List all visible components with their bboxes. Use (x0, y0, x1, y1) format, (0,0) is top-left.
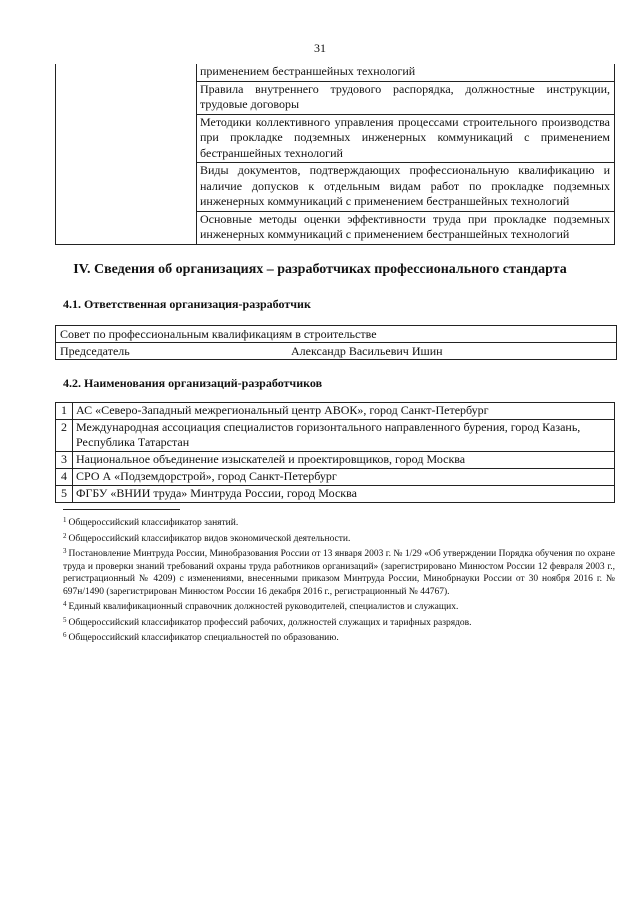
footnote-mark: 1 (63, 516, 67, 524)
table-row (56, 486, 615, 503)
footnote-mark: 6 (63, 631, 67, 639)
table-row (56, 452, 615, 469)
footnote (63, 530, 615, 546)
row-number: 5 (56, 486, 73, 503)
developers-table (55, 402, 615, 503)
developers-heading: 4.2. Наименования организаций-разработчиков (63, 376, 323, 390)
table-cell: Основные методы оценки эффективности труда при прокладке подземных инженерных коммуникаций с применением бестраншейных технологий (197, 211, 615, 244)
table-row (56, 403, 615, 420)
developer-name: СРО А «Подземдорстрой», город Санкт-Петербург (73, 469, 615, 486)
footnote-mark: 3 (63, 547, 67, 555)
developer-name: Международная ассоциация специалистов горизонтального направленного бурения, город Казань, Республика Татарстан (73, 420, 615, 452)
chair-row (56, 342, 616, 359)
developer-name: АС «Северо-Западный межрегиональный центр АВОК», город Санкт-Петербург (73, 403, 615, 420)
footnote (63, 629, 615, 645)
responsible-org-heading: 4.1. Ответственная организация-разработчик (63, 297, 311, 311)
footnote-mark: 4 (63, 600, 67, 608)
footnote-text: Общероссийский классификатор занятий. (68, 518, 239, 528)
table-cell: применением бестраншейных технологий (197, 64, 615, 81)
footnote-divider (63, 509, 180, 510)
row-number: 1 (56, 403, 73, 420)
table-row (56, 469, 615, 486)
footnote (63, 614, 615, 630)
footnote-text: Общероссийский классификатор видов экономической деятельности. (68, 533, 351, 544)
footnote (63, 514, 615, 530)
footnote (63, 545, 615, 598)
footnotes (63, 514, 615, 645)
empty-left-cell (56, 64, 197, 244)
org-name-row (56, 326, 616, 342)
chair-title: Председатель (60, 344, 130, 358)
responsible-org-box (55, 325, 617, 360)
developer-name: Национальное объединение изыскателей и проектировщиков, город Москва (73, 452, 615, 469)
chair-name: Александр Васильевич Ишин (291, 344, 443, 358)
row-number: 3 (56, 452, 73, 469)
row-number: 4 (56, 469, 73, 486)
page-number: 31 (314, 41, 326, 55)
continuation-table (55, 64, 615, 245)
footnote-mark: 5 (63, 615, 67, 624)
table-cell: Методики коллективного управления процессами строительного производства при прокладке подземных инженерных коммуникаций с применением бестраншейных технологий (197, 114, 615, 163)
developer-name: ФГБУ «ВНИИ труда» Минтруда России, город Москва (73, 486, 615, 503)
footnote-mark: 2 (63, 531, 67, 540)
footnote-text: Общероссийский классификатор специальностей по образованию. (68, 633, 339, 643)
footnote-text: Единый квалификационный справочник должностей руководителей, специалистов и служащих. (68, 602, 459, 612)
section-iv-title: IV. Сведения об организациях – разработчиках профессионального стандарта (73, 262, 567, 277)
table-row (56, 420, 615, 452)
footnote (63, 598, 615, 614)
row-number: 2 (56, 420, 73, 452)
table-row (56, 64, 615, 81)
org-name: Совет по профессиональным квалификациям в строительстве (60, 327, 377, 341)
table-cell: Виды документов, подтверждающих профессиональную квалификацию и наличие допусков к отдельным видам работ по прокладке подземных инженерных коммуникаций с применением бестраншейных технологий (197, 163, 615, 212)
footnote-text: Постановление Минтруда России, Минобразования России от 13 января 2003 г. № 1/29 «Об утверждении Порядка обучения по охране труда и проверки знаний требований охраны труда работников организаций» (зарегистрировано Минюстом России 12 февраля 2003 г., регистрационный № 4209) с изменениями, внесенными приказом Минтруда России, Минобрнауки России от 30 ноября 2016 г. № 697н/1490 (зарегистрирован Минюстом России 16 декабря 2016 г., регистрационный № 44767). (63, 549, 615, 597)
footnote-text: Общероссийский классификатор профессий рабочих, должностей служащих и тарифных разрядов. (68, 617, 472, 628)
table-cell: Правила внутреннего трудового распорядка, должностные инструкции, трудовые договоры (197, 81, 615, 114)
